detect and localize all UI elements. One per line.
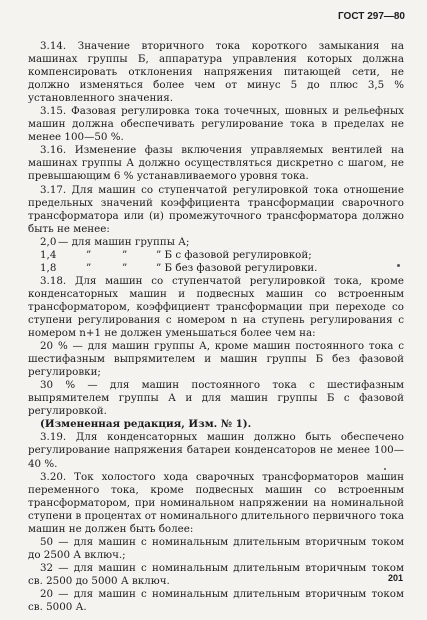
paragraph-3-18: 3.18. Для машин со ступенчатой регулировкой тока, кроме конденсаторных машин и подвесных машин со встроенным трансформатором, коэффициент трансформации при переходе со ступени регулирования с номером n на ступень регулирования с номером n+1 не должен уменьшаться более чем на: — [28, 274, 404, 340]
ditto-mark: ” — [122, 261, 128, 274]
paragraph-3-15: 3.15. Фазовая регулировка тока точечных, шовных и рельефных машин должна обеспечивать регулирование тока в пределах не менее 100—50 %. — [28, 105, 404, 144]
ditto-mark: ” — [86, 261, 92, 274]
ratio-value: 1,8 — [40, 261, 57, 274]
paragraph-3-16: 3.16. Изменение фазы включения управляемых вентилей на машинах группы А должно осуществляться дискретно с шагом, не превышающим 6 % устанавливаемого уровня тока. — [28, 144, 404, 183]
ratio-text: — для машин группы А; — [58, 235, 190, 248]
paragraph-3-20: 3.20. Ток холостого хода сварочных трансформаторов машин переменного тока, кроме подвесных машин со встроенным трансформатором, при номинальном напряжении на номинальной ступени в процентах от номинального длительного первичного тока машин не должен быть более: — [28, 470, 404, 535]
paragraph-3-17: 3.17. Для машин со ступенчатой регулировкой тока отношение предельных значений коэффициента трансформации сварочного трансформатора или (и) промежуточного трансформатора должно быть не менее: — [28, 183, 404, 235]
scan-speck — [397, 264, 400, 267]
ratio-text: ” Б с фазовой регулировкой; — [156, 248, 312, 261]
paragraph-20-percent: 20 % — для машин группы А, кроме машин постоянного тока с шестифазным выпрямителем и машин группы Б без фазовой регулировки; — [28, 340, 404, 379]
paragraph-32: 32 — для машин с номинальным длительным вторичным током св. 2500 до 5000 А включ. — [28, 561, 404, 587]
amended-note: (Измененная редакция, Изм. № 1). — [40, 418, 252, 431]
ratio-value: 2,0 — [40, 235, 57, 248]
standard-header: ГОСТ 297—80 — [338, 11, 405, 22]
scan-speck — [384, 468, 386, 470]
page-number: 201 — [387, 573, 403, 583]
ditto-mark: ” — [122, 248, 128, 261]
document-body — [28, 40, 404, 614]
ratio-text: ” Б без фазовой регулировки. — [156, 261, 318, 274]
paragraph-20: 20 — для машин с номинальным длительным вторичным током св. 5000 А. — [28, 587, 404, 614]
paragraph-3-19: 3.19. Для конденсаторных машин должно быть обеспечено регулирование напряжения батареи конденсаторов не менее 100—40 %. — [28, 431, 404, 470]
paragraph-3-14: 3.14. Значение вторичного тока короткого замыкания на машинах группы Б, аппаратура управления которых должна компенсировать отклонения напряжения питающей сети, не должно изменяться более чем от минус 5 до плюс 3,5 % установленного значения. — [28, 40, 404, 105]
paragraph-50: 50 — для машин с номинальным длительным вторичным током до 2500 А включ.; — [28, 535, 404, 561]
ratio-row — [28, 262, 404, 275]
ditto-mark: ” — [86, 248, 92, 261]
ratio-value: 1,4 — [40, 248, 57, 261]
paragraph-30-percent: 30 % — для машин постоянного тока с шестифазным выпрямителем группы А и для машин группы Б с фазовой регулировкой. — [28, 379, 404, 418]
ratio-row — [28, 236, 404, 249]
ratio-row — [28, 249, 404, 262]
